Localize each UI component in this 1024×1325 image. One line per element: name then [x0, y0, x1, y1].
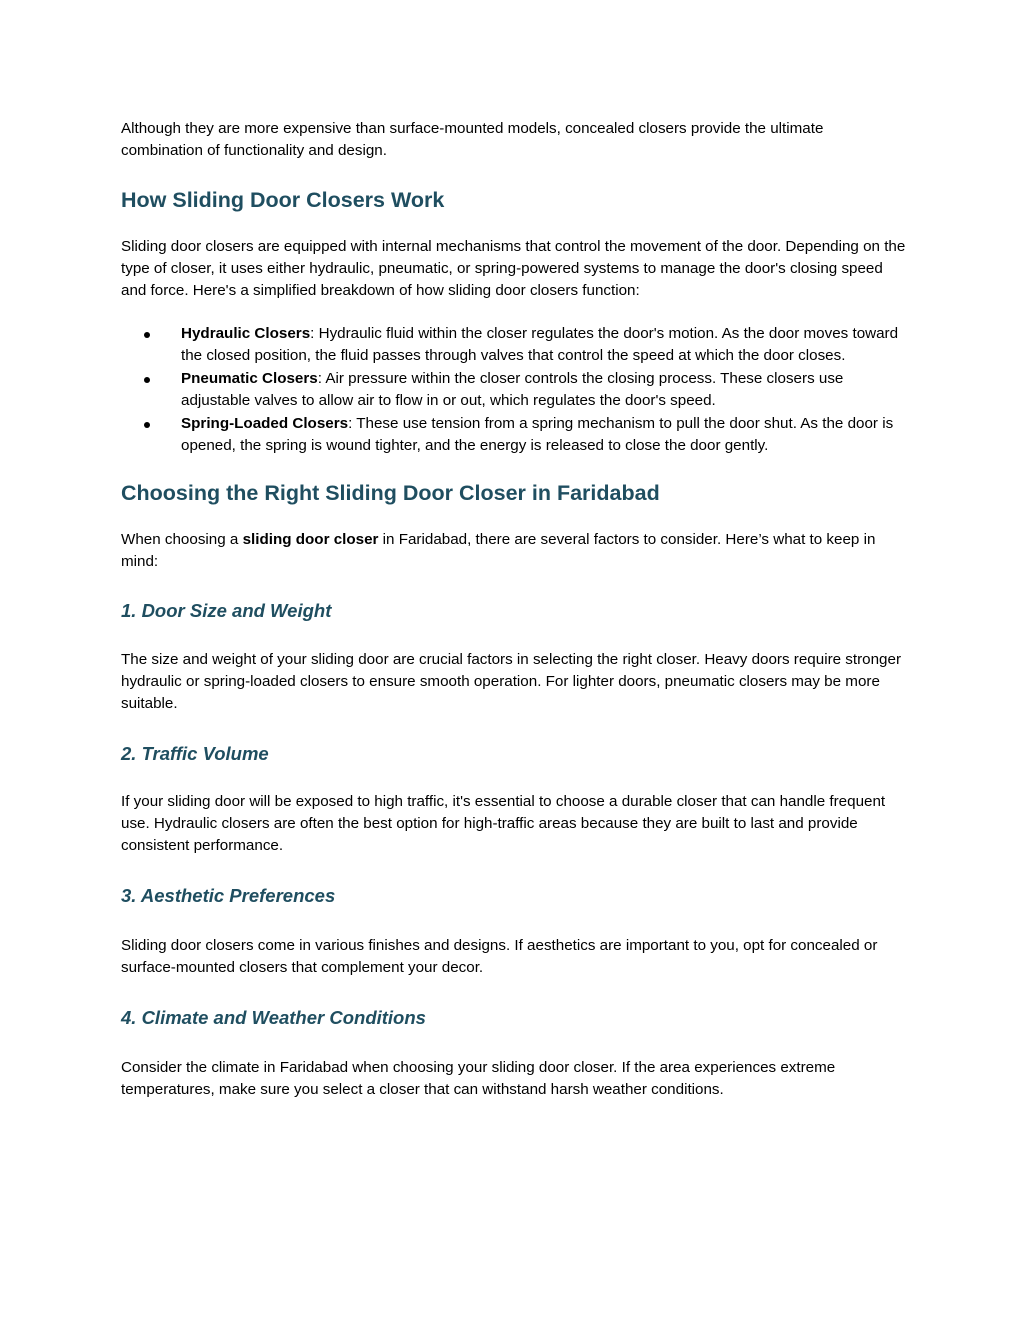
choosing-text-end: in Faridabad, there are several factors to consider. Here’s what to keep in mind: [121, 531, 876, 570]
list-item-pneumatic [121, 368, 906, 412]
choosing-text-start: When choosing a [121, 531, 243, 548]
traffic-volume-paragraph: If your sliding door will be exposed to high traffic, it's essential to choose a durable closer that can handle frequent use. Hydraulic closers are often the best option for high-traffic areas because they are built to last and provide consistent performance. [121, 793, 886, 854]
climate-weather-paragraph: Consider the climate in Faridabad when choosing your sliding door closer. If the area experiences extreme temperatures, make sure you select a closer that can withstand harsh weather conditions. [121, 1059, 836, 1098]
heading-choosing-closer: Choosing the Right Sliding Door Closer in Faridabad [121, 481, 660, 505]
list-item-text: : Hydraulic fluid within the closer regulates the door's motion. As the door moves toward the closed position, the fluid passes through valves that control the speed at which the door closes. [181, 325, 899, 364]
aesthetic-preferences-paragraph: Sliding door closers come in various finishes and designs. If aesthetics are important to you, opt for concealed or surface-mounted closers that complement your decor. [121, 937, 878, 976]
list-item-spring-loaded [121, 413, 906, 457]
bullet-icon [144, 332, 150, 338]
list-item-text: : These use tension from a spring mechanism to pull the door shut. As the door is opened, the spring is wound tighter, and the energy is released to close the door gently. [181, 415, 894, 454]
list-item-hydraulic [121, 323, 906, 367]
closer-types-list [121, 323, 906, 457]
choosing-closer-paragraph [121, 529, 906, 573]
intro-paragraph: Although they are more expensive than surface-mounted models, concealed closers provide the ultimate combination of functionality and design. [121, 120, 824, 159]
how-closers-work-paragraph: Sliding door closers are equipped with internal mechanisms that control the movement of the door. Depending on the type of closer, it uses either hydraulic, pneumatic, or spring-powered systems to manage the door's closing speed and force. Here's a simplified breakdown of how sliding door closers function: [121, 238, 906, 299]
bullet-icon [144, 377, 150, 383]
heading-aesthetic-preferences: 3. Aesthetic Preferences [121, 885, 336, 906]
list-item-term: Hydraulic Closers [181, 325, 311, 342]
door-size-weight-paragraph: The size and weight of your sliding door are crucial factors in selecting the right closer. Heavy doors require stronger hydraulic or spring-loaded closers to ensure smooth operation. For lighter doors, pneumatic closers may be more suitable. [121, 651, 902, 712]
bullet-icon [144, 422, 150, 428]
list-item-text: : Air pressure within the closer controls the closing process. These closers use adjustable valves to allow air to flow in or out, which regulates the door's speed. [181, 370, 844, 409]
heading-door-size-weight: 1. Door Size and Weight [121, 600, 332, 621]
heading-how-closers-work: How Sliding Door Closers Work [121, 188, 445, 212]
choosing-text-bold: sliding door closer [242, 531, 379, 548]
list-item-term: Pneumatic Closers [181, 370, 318, 387]
document-page [121, 118, 906, 1101]
list-item-term: Spring-Loaded Closers [181, 415, 349, 432]
heading-traffic-volume: 2. Traffic Volume [121, 743, 269, 764]
heading-climate-weather: 4. Climate and Weather Conditions [121, 1007, 426, 1028]
